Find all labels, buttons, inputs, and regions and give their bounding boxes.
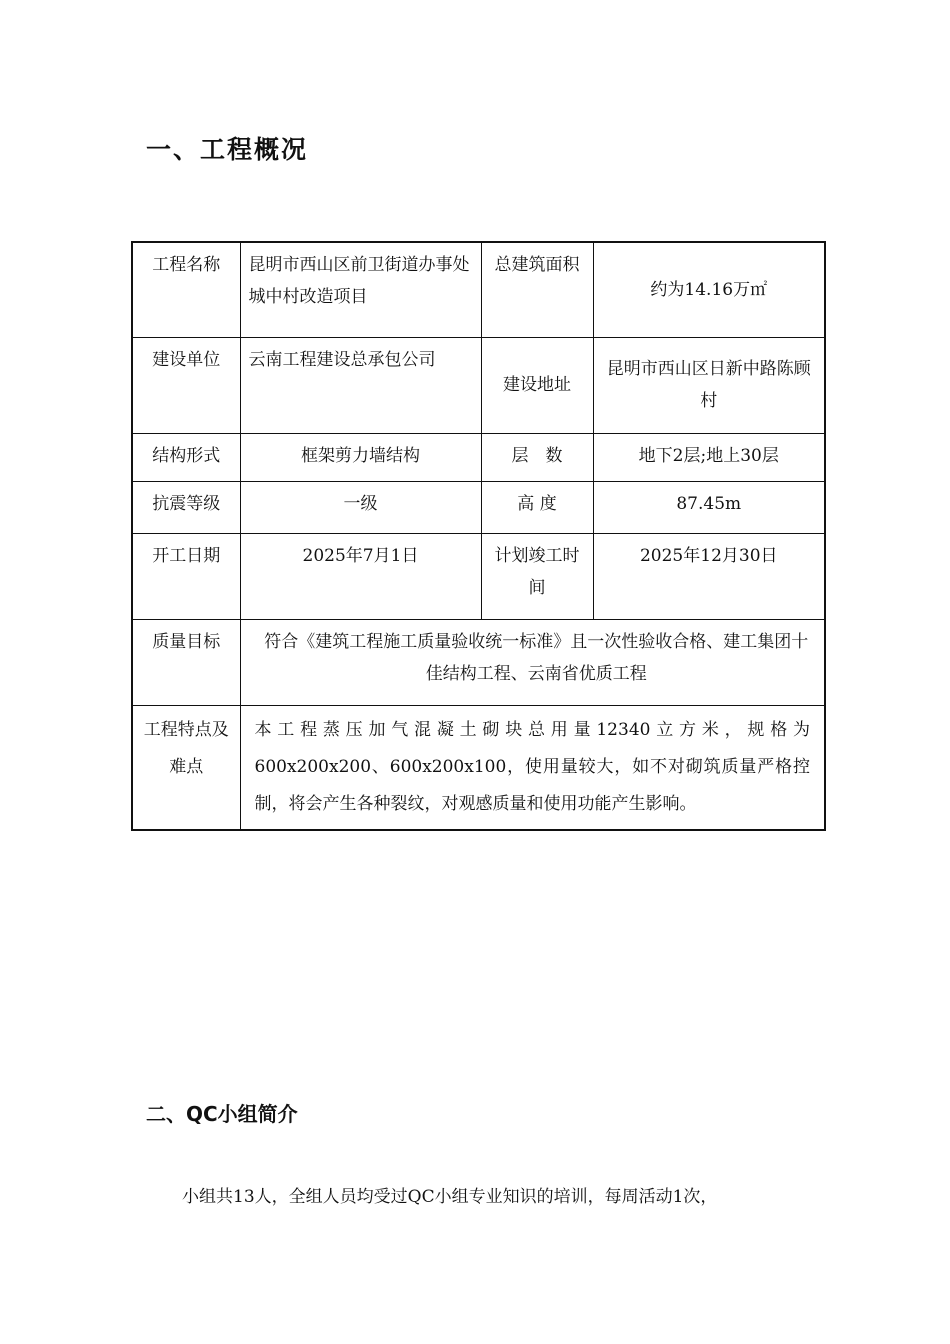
label-features: 工程特点及难点 [132,705,240,830]
label-seismic: 抗震等级 [132,481,240,533]
section-2-title: 二、QC小组简介 [146,1102,298,1126]
table-row [132,619,825,705]
label-planned-completion: 计划竣工时间 [481,533,593,619]
table-row [132,481,825,533]
value-seismic: 一级 [240,481,481,533]
label-developer: 建设单位 [132,337,240,433]
table-row [132,433,825,481]
value-floors: 地下2层;地上30层 [593,433,825,481]
label-project-name: 工程名称 [132,242,240,337]
value-planned-completion: 2025年12月30日 [593,533,825,619]
table-row [132,242,825,337]
label-total-area: 总建筑面积 [481,242,593,337]
value-features: 本工程蒸压加气混凝土砌块总用量12340立方米，规格为600x200x200、600x200x100，使用量较大，如不对砌筑质量严格控制，将会产生各种裂纹，对观感质量和使用功能产生影响。 [240,705,825,830]
value-address: 昆明市西山区日新中路陈顾村 [593,337,825,433]
table-row [132,533,825,619]
label-quality-target: 质量目标 [132,619,240,705]
value-total-area: 约为14.16万㎡ [593,242,825,337]
table-row [132,705,825,830]
value-project-name: 昆明市西山区前卫街道办事处城中村改造项目 [240,242,481,337]
table-row [132,337,825,433]
value-start-date: 2025年7月1日 [240,533,481,619]
label-floors: 层 数 [481,433,593,481]
value-height: 87.45m [593,481,825,533]
value-developer: 云南工程建设总承包公司 [240,337,481,433]
section-1-title: 一、工程概况 [146,135,309,164]
value-structure: 框架剪力墙结构 [240,433,481,481]
label-start-date: 开工日期 [132,533,240,619]
label-address: 建设地址 [481,337,593,433]
label-height: 高 度 [481,481,593,533]
section-2-paragraph: 小组共13人，全组人员均受过QC小组专业知识的培训，每周活动1次， [182,1187,718,1207]
value-quality-target: 符合《建筑工程施工质量验收统一标准》且一次性验收合格、建工集团十佳结构工程、云南省优质工程 [240,619,825,705]
label-structure: 结构形式 [132,433,240,481]
project-overview-table [131,241,826,831]
